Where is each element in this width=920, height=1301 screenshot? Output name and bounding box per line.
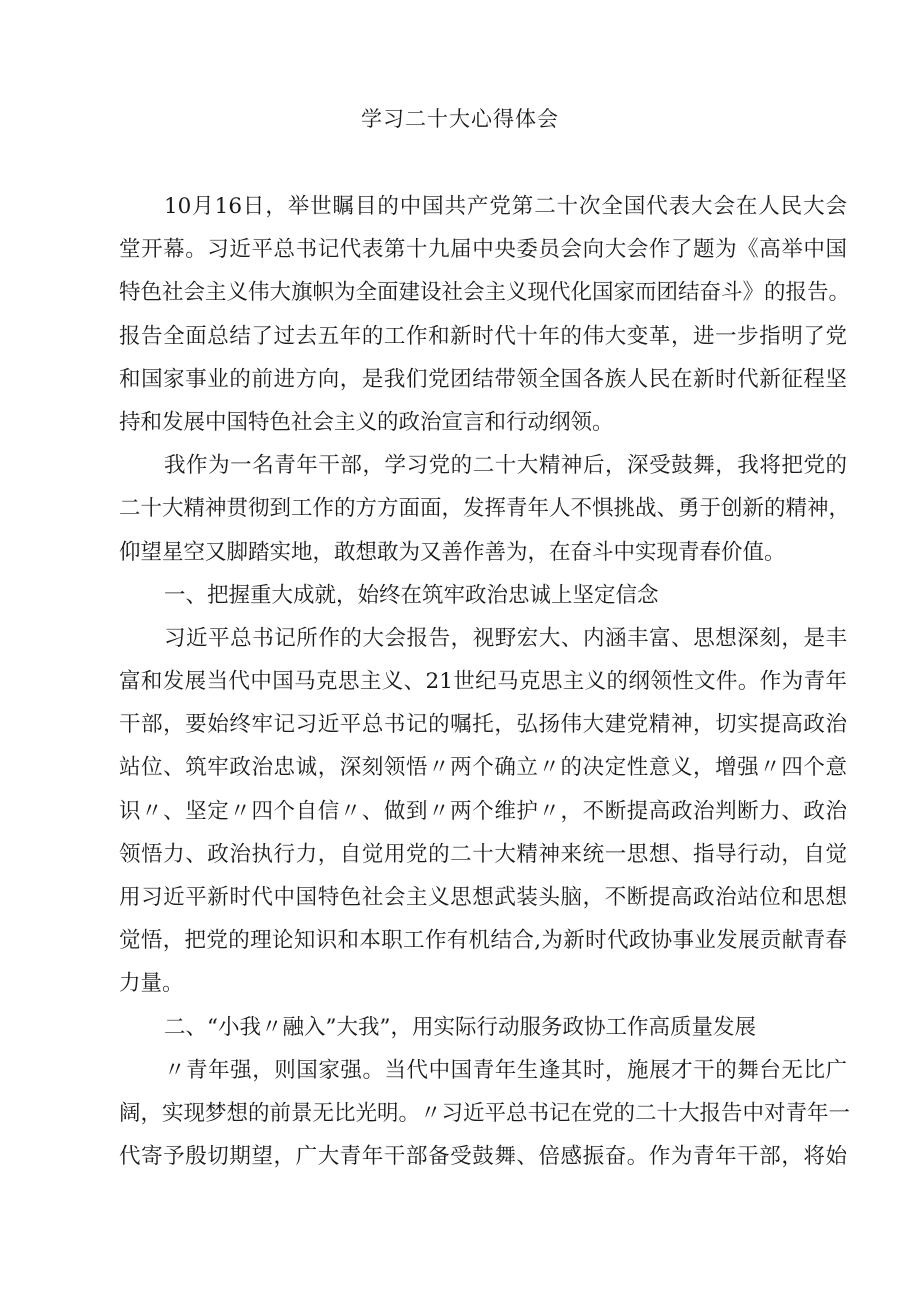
document-title: 学习二十大心得体会 — [361, 107, 559, 131]
text-line: 力量。 — [119, 971, 184, 997]
section-heading: 一、把握重大成就，始终在筑牢政治忠诚上坚定信念 — [164, 582, 659, 608]
section-heading: 二、“小我〃融入”大我”，用实际行动服务政协工作高质量发展 — [164, 1014, 756, 1040]
text-line: 觉悟，把党的理论知识和本职工作有机结合,为新时代政协事业发展贡献青春 — [119, 928, 847, 954]
text-line: 富和发展当代中国马克思主义、21世纪马克思主义的纲领性文件。作为青年 — [119, 669, 847, 695]
text-line: 站位、筑牢政治忠诚，深刻领悟〃两个确立〃的决定性意义，增强〃四个意 — [119, 755, 847, 781]
text-line: 识〃、坚定〃四个自信〃、做到〃两个维护〃，不断提高政治判断力、政治 — [119, 798, 847, 824]
text-line: 代寄予殷切期望，广大青年干部备受鼓舞、倍感振奋。作为青年干部，将始 — [119, 1144, 847, 1170]
text-line: 堂开幕。习近平总书记代表第十九届中央委员会向大会作了题为《高举中国 — [119, 237, 847, 263]
text-line: 〃青年强，则国家强。当代中国青年生逢其时，施展才干的舞台无比广 — [164, 1057, 847, 1083]
text-line: 习近平总书记所作的大会报告，视野宏大、内涵丰富、思想深刻，是丰 — [164, 625, 847, 651]
text-line: 阔，实现梦想的前景无比光明。〃习近平总书记在党的二十大报告中对青年一 — [119, 1100, 851, 1126]
text-line: 领悟力、政治执行力，自觉用党的二十大精神来统一思想、指导行动，自觉 — [119, 841, 847, 867]
text-line: 持和发展中国特色社会主义的政治宣言和行动纲领。 — [119, 409, 614, 435]
text-line: 干部，要始终牢记习近平总书记的嘱托，弘扬伟大建党精神，切实提高政治 — [119, 712, 847, 738]
text-line: 我作为一名青年干部，学习党的二十大精神后，深受鼓舞，我将把党的 — [164, 453, 847, 479]
text-line: 仰望星空又脚踏实地，敢想敢为又善作善为，在奋斗中实现青春价值。 — [119, 539, 786, 565]
text-line: 特色社会主义伟大旗帜为全面建设社会主义现代化国家而团结奋斗》的报告。 — [119, 280, 851, 306]
text-line: 10月16日，举世瞩目的中国共产党第二十次全国代表大会在人民大会 — [164, 194, 847, 219]
text-line: 和国家事业的前进方向，是我们党团结带领全国各族人民在新时代新征程坚 — [119, 366, 847, 392]
document-body — [119, 185, 851, 1178]
text-line: 二十大精神贯彻到工作的方方面面，发挥青年人不惧挑战、勇于创新的精神， — [119, 496, 851, 522]
text-line: 报告全面总结了过去五年的工作和新时代十年的伟大变革，进一步指明了党 — [119, 323, 847, 349]
text-line: 用习近平新时代中国特色社会主义思想武装头脑，不断提高政治站位和思想 — [119, 885, 847, 910]
